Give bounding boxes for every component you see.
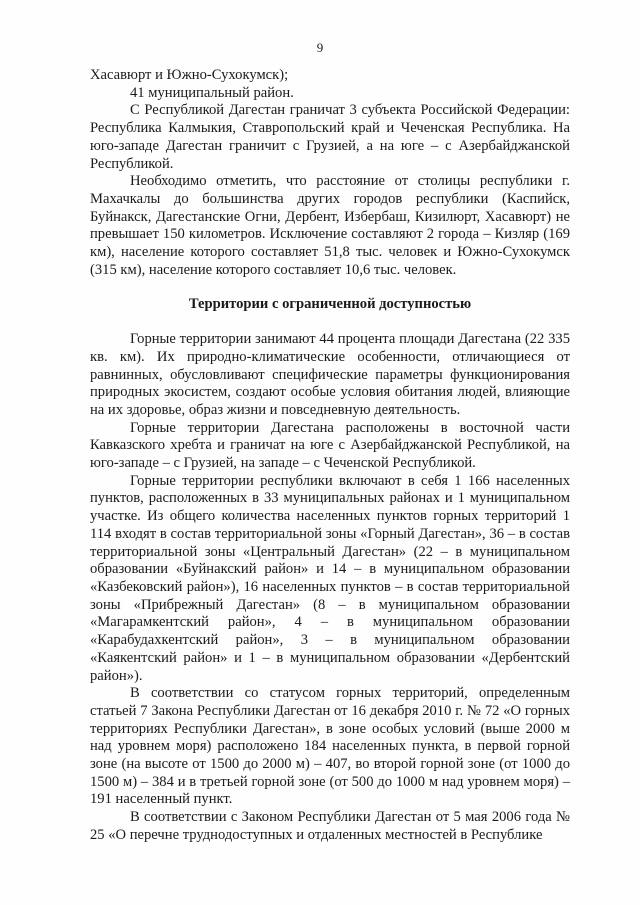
paragraph: Горные территории республики включают в себя 1 166 населенных пунктов, расположенных в 33 муниципальных районах и 1 муниципальном участке. Из общего количества населенных пунктов горных территорий 1 114 входят в состав территориальной зоны «Горный Дагестан», 36 – в состав территориальной зоны «Центральный Дагестан» (22 – в муниципальном образовании «Буйнакский район» и 14 – в муниципальном образовании «Казбековский район»), 16 населенных пунктов – в состав территориальной зоны «Прибрежный Дагестан» (8 – в муниципальном образовании «Магарамкентский район», 4 – в муниципальном образовании «Карабудахкентский район», 3 – в муниципальном образовании «Каякентский район» и 1 – в муниципальном образовании «Дербентский район»).	[90, 472, 570, 684]
paragraph: С Республикой Дагестан граничат 3 субъекта Российской Федерации: Республика Калмыкия, Ставропольский край и Чеченская Республика. На юго-западе Дагестан граничит с Грузией, а на юге – с Азербайджанской Республикой.	[90, 102, 570, 172]
page-number: 9	[316, 40, 324, 55]
paragraph: Хасавюрт и Южно-Сухокумск);	[90, 67, 289, 83]
spacer	[90, 279, 570, 296]
paragraph: Горные территории Дагестана расположены в восточной части Кавказского хребта и граничат на юге с Азербайджанской Республикой, на юго-западе – с Грузией, на западе – с Чеченской Республикой.	[90, 419, 570, 472]
paragraph: Горные территории занимают 44 процента площади Дагестана (22 335 кв. км). Их природно-климатические особенности, отличающиеся от равнинных, обусловливают специфические параметры функционирования природных экосистем, создают особые условия обитания людей, влияющие на их здоровье, образ жизни и повседневную деятельность.	[90, 331, 570, 418]
paragraph: В соответствии со статусом горных территорий, определенным статьей 7 Закона Республики Дагестан от 16 декабря 2010 г. № 72 «О горных территориях Республики Дагестан», в зоне особых условий (выше 2000 м над уровнем моря) расположено 184 населенных пункта, в первой горной зоне (на высоте от 1500 до 2000 м) – 407, во второй горной зоне (от 1000 до 1500 м) – 384 и в третьей горной зоне (от 500 до 1000 м над уровнем моря) – 191 населенный пункт.	[90, 685, 570, 808]
spacer	[90, 314, 570, 331]
document-body	[90, 67, 570, 845]
paragraph: Необходимо отметить, что расстояние от столицы республики г. Махачкалы до большинства других городов республики (Каспийск, Буйнакск, Дагестанские Огни, Дербент, Избербаш, Кизилюрт, Хасавюрт) не превышает 150 километров. Исключение составляют 2 города – Кизляр (169 км), население которого составляет 51,8 тыс. человек и Южно-Сухокумск (315 км), население которого составляет 10,6 тыс. человек.	[90, 173, 570, 278]
intro-block	[90, 67, 570, 279]
section-body	[90, 331, 570, 844]
paragraph: 41 муниципальный район.	[130, 84, 294, 101]
section-heading: Территории с ограниченной доступностью	[188, 296, 472, 313]
paragraph: В соответствии с Законом Республики Дагестан от 5 мая 2006 года № 25 «О перечне труднодоступных и отдаленных местностей в Республике	[90, 809, 570, 843]
